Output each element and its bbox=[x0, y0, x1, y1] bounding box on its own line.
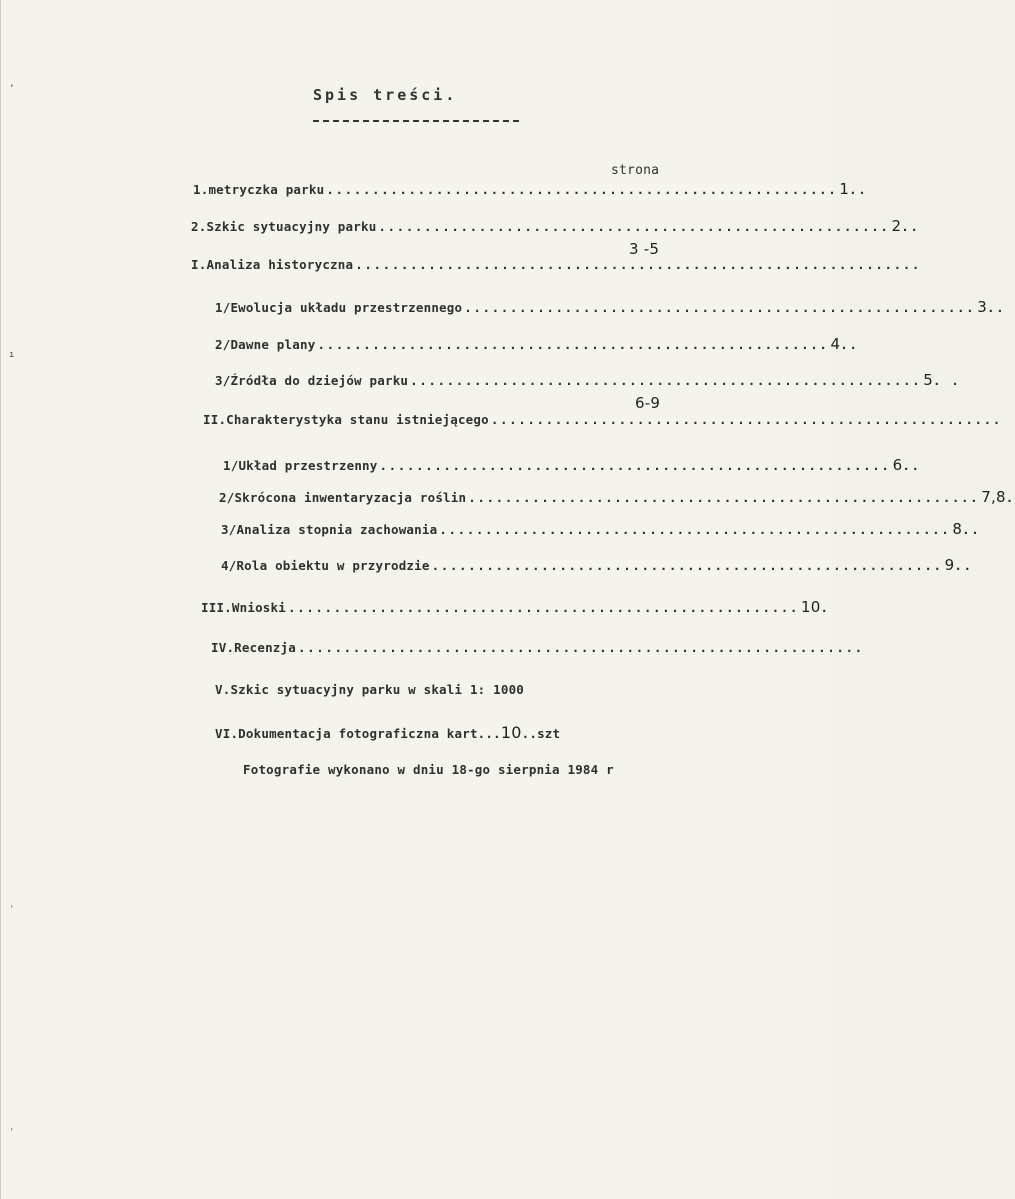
leader-dots: ........................................................ bbox=[490, 412, 1002, 427]
toc-entry bbox=[219, 488, 1015, 506]
toc-entry bbox=[221, 556, 973, 574]
page-title: Spis treści. bbox=[313, 86, 458, 104]
margin-tick-mark: ʾ bbox=[9, 905, 15, 915]
toc-entry-label: 1/Ewolucja układu przestrzennego bbox=[215, 300, 463, 315]
leader-tail: .. bbox=[902, 458, 921, 473]
photo-documentation-suffix: ..szt bbox=[521, 726, 561, 741]
leader-tail: .. bbox=[840, 337, 859, 352]
toc-entry-label: 2/Dawne plany bbox=[215, 337, 316, 352]
toc-entry-label: III.Wnioski bbox=[201, 600, 286, 615]
toc-entry-label: 3/Analiza stopnia zachowania bbox=[221, 522, 438, 537]
leader-tail: . . bbox=[932, 373, 961, 388]
photo-date-line: Fotografie wykonano w dniu 18-go sierpnia 1984 r bbox=[243, 762, 614, 777]
toc-entry bbox=[211, 640, 864, 655]
toc-entry-page: 4 bbox=[830, 335, 841, 353]
toc-entry bbox=[193, 180, 868, 198]
toc-entry-page: 5 bbox=[923, 371, 933, 389]
toc-entry bbox=[191, 217, 920, 235]
toc-entry-label: 2.Szkic sytuacyjny parku bbox=[191, 219, 377, 234]
photo-count: 10 bbox=[500, 723, 522, 742]
leader-dots: ........................................................ bbox=[464, 300, 976, 315]
toc-entry-page: 7,8 bbox=[981, 488, 1006, 506]
scheme-line: V.Szkic sytuacyjny parku w skali 1: 1000 bbox=[215, 682, 525, 697]
title-underline bbox=[313, 120, 519, 122]
toc-entry-page: 2 bbox=[891, 217, 902, 235]
toc-entry-label: 4/Rola obiektu w przyrodzie bbox=[221, 558, 430, 573]
toc-entry-label: 3/Źródła do dziejów parku bbox=[215, 373, 409, 388]
toc-entry-page: 8 bbox=[952, 520, 963, 538]
leader-tail: .. bbox=[901, 219, 920, 234]
page-column-header: strona bbox=[611, 163, 660, 178]
toc-entry bbox=[201, 598, 830, 616]
leader-tail: .. bbox=[849, 182, 868, 197]
leader-tail: .. bbox=[954, 558, 973, 573]
leader-dots: ........................................................ bbox=[326, 182, 838, 197]
toc-entry-page: 1 bbox=[839, 180, 850, 198]
margin-tick-mark: ʾ bbox=[9, 1128, 15, 1138]
toc-entry-page: 9 bbox=[944, 556, 955, 574]
toc-entry bbox=[215, 371, 961, 389]
toc-entry-page: 6 bbox=[892, 456, 903, 474]
leader-tail: .. bbox=[962, 522, 981, 537]
photo-documentation-prefix: VI.Dokumentacja fotograficzna kart... bbox=[215, 726, 501, 741]
leader-dots: ........................................................ bbox=[468, 490, 980, 505]
margin-tick-mark: ı bbox=[9, 350, 15, 360]
toc-entry-label: IV.Recenzja bbox=[211, 640, 296, 655]
leader-tail: .. bbox=[987, 300, 1006, 315]
toc-entry bbox=[223, 456, 921, 474]
leader-dots: ........................................................ bbox=[431, 558, 943, 573]
leader-dots: ........................................................ bbox=[379, 458, 891, 473]
toc-entry bbox=[215, 335, 859, 353]
toc-entry-label: 1.metryczka parku bbox=[193, 182, 325, 197]
leader-dots: ........................................................ bbox=[287, 600, 800, 615]
toc-entry-range: 3 -5 bbox=[629, 240, 660, 258]
toc-entry-label: 2/Skrócona inwentaryzacja roślin bbox=[219, 490, 467, 505]
toc-entry bbox=[221, 520, 981, 538]
toc-entry bbox=[215, 298, 1006, 316]
toc-entry bbox=[203, 412, 1002, 427]
toc-entry-range: 6-9 bbox=[635, 394, 661, 412]
toc-entry-label: II.Charakterystyka stanu istniejącego bbox=[203, 412, 489, 427]
toc-entry-page: 10 bbox=[801, 598, 821, 616]
margin-tick-mark: ʼ bbox=[9, 84, 15, 94]
photo-documentation-line bbox=[215, 723, 560, 742]
leader-dots: ........................................................ bbox=[317, 337, 829, 352]
toc-entry-page: 3 bbox=[977, 298, 988, 316]
leader-dots: ........................................................ bbox=[378, 219, 890, 234]
leader-tail: . bbox=[1005, 490, 1015, 505]
toc-entry-label: 1/Układ przestrzenny bbox=[223, 458, 378, 473]
toc-entry bbox=[191, 257, 922, 272]
leader-tail: . bbox=[820, 600, 830, 615]
leader-dots: ........................................................ bbox=[410, 373, 922, 388]
toc-entry-label: I.Analiza historyczna bbox=[191, 257, 354, 272]
leader-dots: .............................................................. bbox=[355, 257, 922, 272]
leader-dots: .............................................................. bbox=[297, 640, 864, 655]
leader-dots: ........................................................ bbox=[439, 522, 951, 537]
